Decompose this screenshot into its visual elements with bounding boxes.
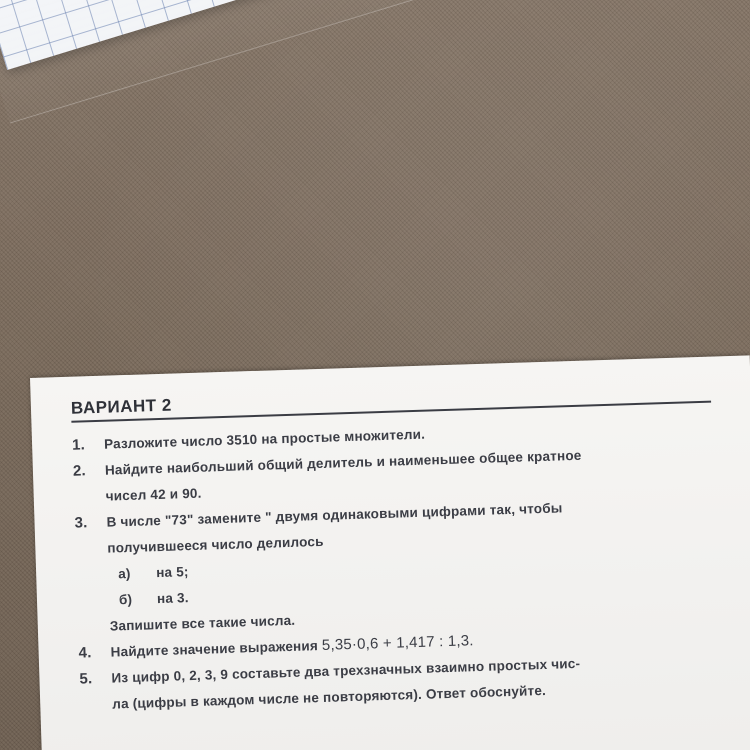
worksheet-content: [71, 379, 721, 719]
worksheet-paper: [30, 355, 750, 750]
question-text-line-1: Из цифр 0, 2, 3, 9 составьте два трехзначных взаимно простых чис-: [111, 655, 581, 686]
plastic-sleeve: [0, 0, 507, 124]
question-number: 4.: [78, 644, 92, 662]
question-text-line-1: В числе "73" замените " двумя одинаковыми цифрами так, чтобы: [106, 500, 563, 530]
worksheet-title: ВАРИАНТ 2: [71, 379, 711, 423]
math-expression: 5,35·0,6 + 1,417 : 1,3.: [321, 632, 474, 654]
subquestion-label: а): [117, 565, 131, 582]
question-number: 2.: [72, 462, 87, 480]
question-3: [74, 491, 718, 641]
question-text-line-2: ла (цифры в каждом числе не повторяются). Ответ обоснуйте.: [112, 682, 547, 712]
subquestion-label: б): [118, 591, 133, 608]
question-text-line-2: получившееся число делилось: [107, 533, 324, 556]
question-text: Разложите число 3510 на простые множители.: [103, 426, 426, 452]
question-number: 3.: [74, 514, 88, 532]
question-text-line-1: Найдите наибольший общий делитель и наименьшее общее кратное: [104, 447, 582, 478]
question-text: Найдите значение выражения: [110, 638, 319, 660]
question-note: Запишите все такие числа.: [109, 612, 296, 634]
question-text-line-2: чисел 42 и 90.: [105, 485, 202, 504]
question-number: 1.: [71, 436, 86, 454]
question-number: 5.: [79, 670, 93, 688]
subquestion-text: на 3.: [156, 590, 189, 607]
subquestion-text: на 5;: [155, 564, 189, 581]
